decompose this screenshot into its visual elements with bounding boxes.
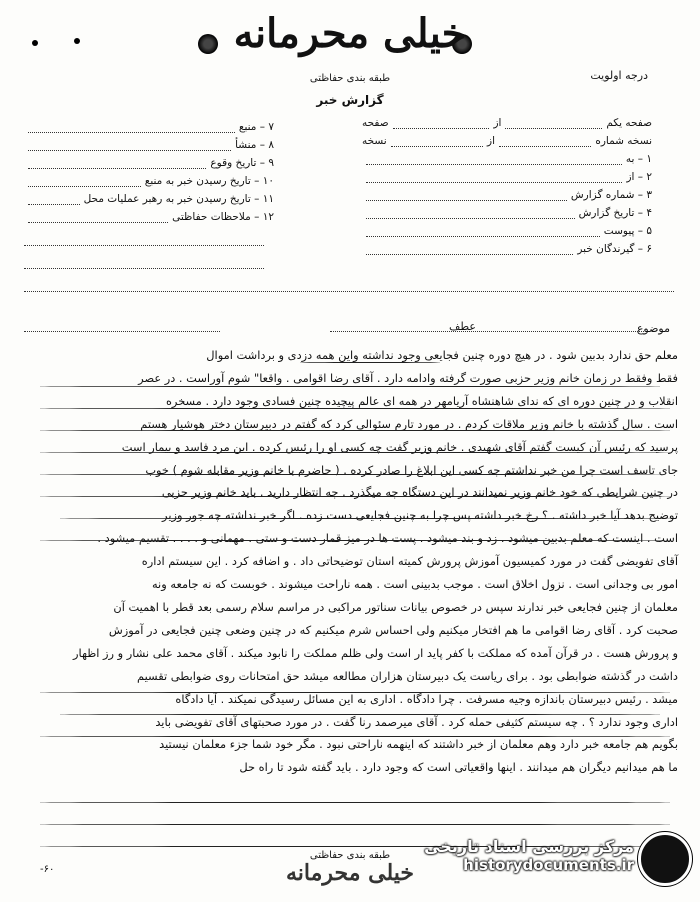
- document-title: خیلی محرمانه: [233, 10, 467, 57]
- report-body: [22, 345, 678, 780]
- body-line: میشد . رئیس دبیرستان باندازه وجیه مسرفت . چرا دادگاه . اداری به این مسائل رسیدگی نمیکند . آیا دادگاه: [175, 691, 678, 706]
- field-security-notes: ۱۲ – ملاحظات حفاظتی: [24, 208, 274, 226]
- field-copy: نسخه شماره از نسخه: [361, 135, 652, 147]
- field-source: ۷ – منبع: [24, 118, 274, 136]
- dotted-line: [24, 291, 674, 292]
- field-event-date: ۹ – تاریخ وقوع: [24, 154, 274, 172]
- archive-logo-icon: [638, 832, 692, 886]
- dotted-line: [24, 268, 264, 269]
- body-line: پرسید که رئیس آن کیست گفتم آقای شهیدی . خانم وزیر گفت چه کسی او را رئیس کرده . این مرد فاسد و بیمار است: [121, 439, 678, 454]
- classification-label: طبقه بندی حفاظتی: [309, 73, 391, 84]
- field-recipients: ۶ – گیرندگان خبر: [362, 240, 652, 258]
- body-line: آقای تفویضی گفت در مورد کمیسیون آموزش پرورش کمیته استان توضیحاتی داد . و اضافه کرد . این سیستم اداره: [141, 554, 678, 569]
- body-line: انقلاب و در چنین دوره ای که ندای شاهنشاه آریامهر در همه ای عالم پیچیده چنین فسادی وجود دارد . مسخره: [165, 393, 678, 408]
- footer-classification: طبقه بندی حفاظتی: [309, 850, 391, 861]
- body-line: معلم حق ندارد بدبین شود . در هیچ دوره چنین فجایعی وجود نداشته واین همه دزدی و برداشت اموال: [206, 348, 678, 362]
- body-line: در چنین شرایطی که خود خانم وزیر نمیدانند در این دستگاه چه میگذرد . چه انتظار دارید . باید خانم وزیر حزبی: [161, 485, 678, 500]
- field-page: صفحه یکم از صفحه: [361, 117, 652, 129]
- body-line: بگویم هم جامعه خبر دارد وهم معلمان از خبر داشتند که اینهمه ناراحتی نبود . مگر خود شما جزء معلمان نیستید: [159, 737, 678, 752]
- field-news-arrival-source: ۱۰ – تاریخ رسیدن خبر به منبع: [24, 172, 274, 190]
- field-origin: ۸ – منشأ: [24, 136, 274, 154]
- field-report-date: ۴ – تاریخ گزارش: [362, 204, 652, 222]
- watermark: [424, 837, 634, 874]
- body-line: داشت در گذشته ضوابطی بود . برای ریاست یک دبیرستان هزاران مطالعه میشد حق امتحانات روی ضوابطی تقسیم: [137, 668, 678, 683]
- body-line: فقط وفقط در زمان خانم وزیر حزبی صورت گرفته وادامه دارد . آقای رضا اقوامی . واقعا" شوم آوراست . در عصر: [138, 370, 678, 385]
- right-fields: [362, 114, 652, 258]
- field-from: ۲ – از: [362, 168, 652, 186]
- priority-label: درجه اولویت: [590, 69, 648, 82]
- field-report-number: ۳ – شماره گزارش: [362, 186, 652, 204]
- dotted-line: [330, 331, 646, 332]
- body-line: جای تاسف است چرا من خبر نداشتم چه کسی این ابلاغ را صادر کرده . ( حاضرم با خانم وزیر مقابله شوم ) خوب: [145, 462, 678, 477]
- body-line: صحبت کرد . آقای رضا اقوامی ما هم افتخار میکنیم ولی احساس شرم میکنیم که در چنین وضعی چنین فجایعی در آموزش: [108, 622, 678, 637]
- dotted-line: [24, 331, 220, 332]
- page-mark: ۶۰-: [40, 864, 55, 875]
- subject-label: موضوع: [636, 322, 670, 335]
- field-to: ۱ – به: [362, 150, 652, 168]
- body-line: امور بی وجدانی است . نزول اخلاق است . موجب بدبینی است . همه ناراحت میشوند . خوبست که نه جامعه ونه: [151, 577, 678, 592]
- body-line: و پرورش هست . در قرآن آمده که مملکت با کفر پاید ار است ولی ظلم مملکت را نابود میکند . آقای محمد علی نشار و رز اظهار: [72, 645, 678, 660]
- field-news-arrival-leader: ۱۱ – تاریخ رسیدن خبر به رهبر عملیات محل: [24, 190, 274, 208]
- body-line: ما هم میدانیم دیگران هم میدانند . اینها واقعیاتی است که وجود دارد . باید گفته شود تا راه حل: [239, 760, 678, 775]
- body-line: توضیح بدهد آیا خبر داشته . ؟ رخ خبر داشته پس چرا به چنین فجایعی دست زده . اگر خبر نداشته چه جور وزیر: [162, 508, 678, 523]
- body-line: است . اینست که معلم بدبین میشود . زد و بند میشود . پست ها در میز قمار دست و ستی . مهمانی و . . . . تقسیم میشود .: [97, 531, 678, 546]
- atf-label: عطف: [449, 320, 476, 333]
- watermark-site-en[interactable]: historydocuments.ir: [463, 856, 634, 874]
- body-line: معلمان از چنین فجایعی خبر ندارند سپس در خصوص بیانات سناتور مراکبی در مراسم سلام رسمی بعد قطر با اهمیت آن: [113, 599, 678, 614]
- body-line: است . سال گذشته با خانم وزیر ملاقات کردم . در مورد تارم سئوالی کرد که گفتم در دبیرستان دختر هوشیار هستم: [140, 416, 678, 431]
- footer-title: خیلی محرمانه: [285, 860, 415, 886]
- dotted-line: [24, 245, 264, 246]
- body-line: اداری وجود ندارد ؟ . چه سیستم کثیفی حمله کرد . آقای میرصمد رنا گفت . در مورد صحبتهای آقای تفویضی باید: [155, 714, 678, 729]
- left-fields: [24, 118, 274, 226]
- watermark-site-fa: مرکز بررسی اسناد تاریخی: [424, 837, 634, 856]
- report-type: گزارش خبر: [316, 93, 384, 107]
- field-attachment: ۵ – پیوست: [362, 222, 652, 240]
